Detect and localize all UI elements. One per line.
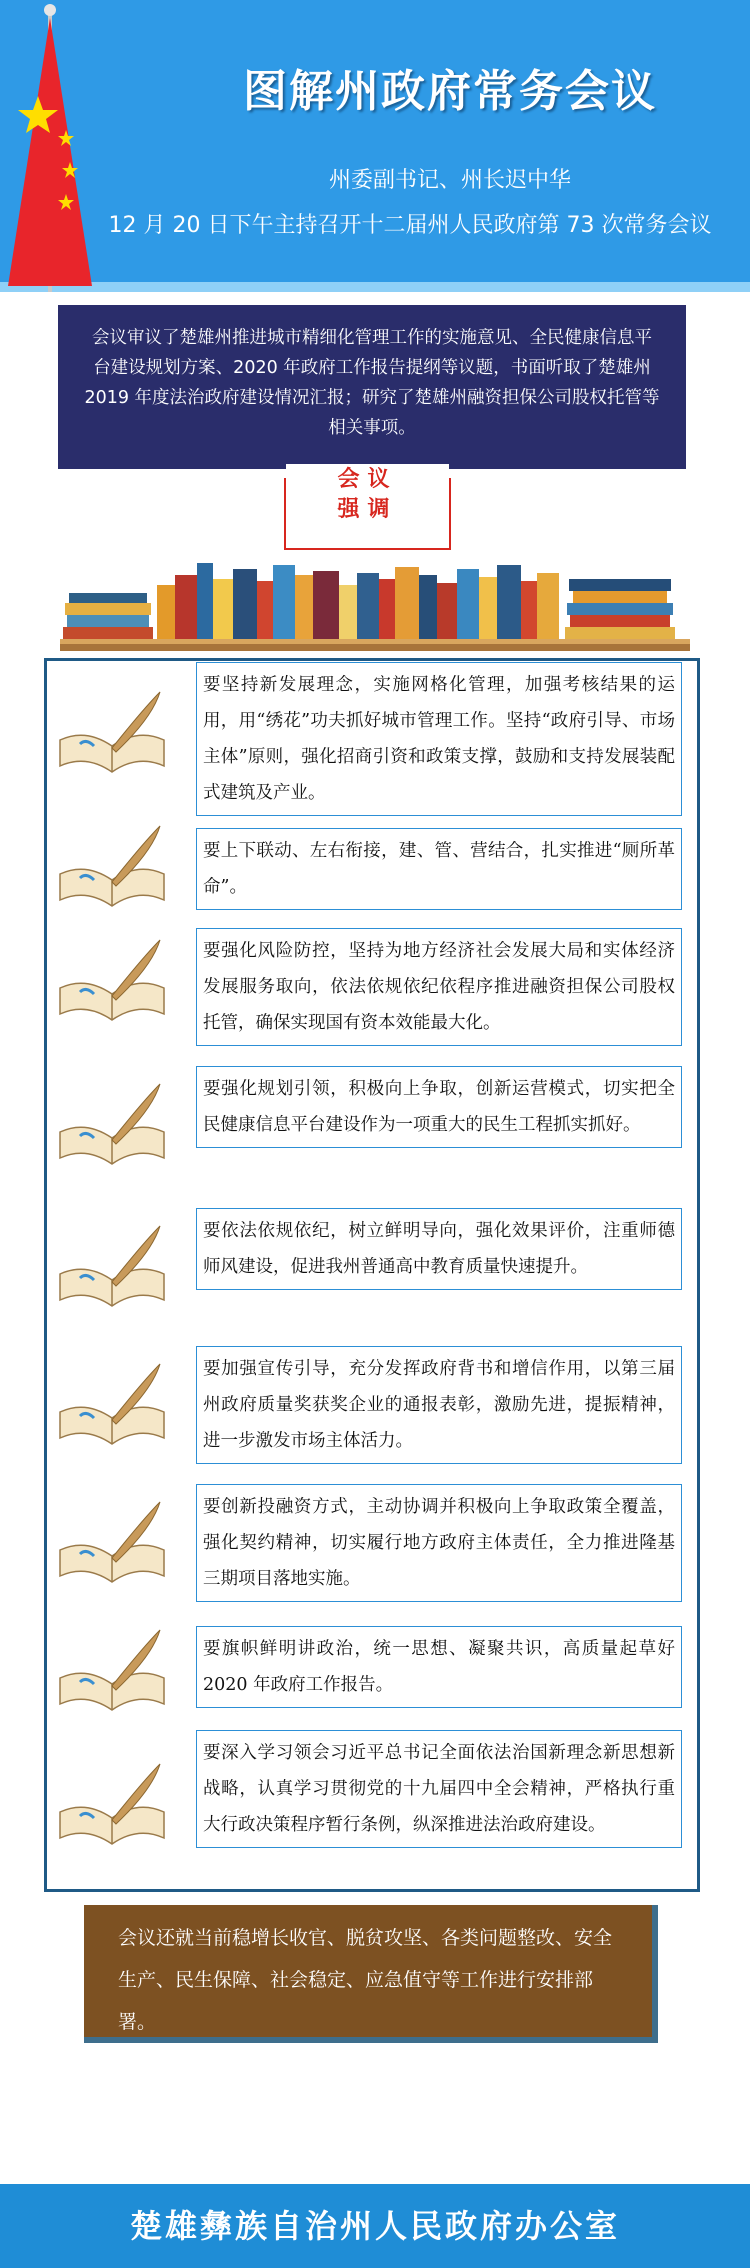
emphasis-label bbox=[284, 466, 451, 550]
open-book-quill-icon bbox=[56, 822, 168, 908]
header-banner bbox=[0, 0, 750, 292]
emphasis-line2: 强调 bbox=[337, 496, 398, 522]
key-point-2: 要上下联动、左右衔接，建、管、营结合，扎实推进“厕所革命”。 bbox=[196, 828, 682, 910]
key-point-1: 要坚持新发展理念，实施网格化管理，加强考核结果的运用，用“绣花”功夫抓好城市管理工作。坚持“政府引导、市场主体”原则，强化招商引资和政策支撑，鼓励和支持发展装配式建筑及产业。 bbox=[196, 662, 682, 816]
key-point-5: 要依法依规依纪，树立鲜明导向，强化效果评价，注重师德师风建设，促进我州普通高中教育质量快速提升。 bbox=[196, 1208, 682, 1290]
open-book-quill-icon bbox=[56, 1498, 168, 1584]
key-point-4: 要强化规划引领，积极向上争取，创新运营模式，切实把全民健康信息平台建设作为一项重大的民生工程抓实抓好。 bbox=[196, 1066, 682, 1148]
open-book-quill-icon bbox=[56, 1222, 168, 1308]
bookshelf-illustration bbox=[55, 545, 695, 653]
emphasis-line1: 会议 bbox=[286, 464, 449, 494]
closing-note: 会议还就当前稳增长收官、脱贫攻坚、各类问题整改、安全生产、民生保障、社会稳定、应急值守等工作进行安排部署。 bbox=[84, 1905, 658, 2043]
meeting-summary: 会议审议了楚雄州推进城市精细化管理工作的实施意见、全民健康信息平台建设规划方案、2020 年政府工作报告提纲等议题，书面听取了楚雄州 2019 年度法治政府建设情况汇报；研究了楚雄州融资担保公司股权托管等相关事项。 bbox=[58, 305, 686, 469]
open-book-quill-icon bbox=[56, 1080, 168, 1166]
subtitle-meeting: 12 月 20 日下午主持召开十二届州人民政府第 73 次常务会议 bbox=[108, 213, 712, 238]
subtitle-host: 州委副书记、州长迟中华 bbox=[328, 168, 571, 193]
open-book-quill-icon bbox=[56, 1760, 168, 1846]
flag-icon bbox=[0, 0, 120, 292]
key-point-7: 要创新投融资方式，主动协调并积极向上争取政策全覆盖，强化契约精神，切实履行地方政府主体责任，全力推进隆基三期项目落地实施。 bbox=[196, 1484, 682, 1602]
open-book-quill-icon bbox=[56, 1626, 168, 1712]
key-point-3: 要强化风险防控，坚持为地方经济社会发展大局和实体经济发展服务取向，依法依规依纪依程序推进融资担保公司股权托管，确保实现国有资本效能最大化。 bbox=[196, 928, 682, 1046]
page-title: 图解州政府常务会议 bbox=[243, 66, 657, 117]
open-book-quill-icon bbox=[56, 688, 168, 774]
open-book-quill-icon bbox=[56, 936, 168, 1022]
footer-org: 楚雄彝族自治州人民政府办公室 bbox=[0, 2184, 750, 2268]
key-point-8: 要旗帜鲜明讲政治，统一思想、凝聚共识，高质量起草好 2020 年政府工作报告。 bbox=[196, 1626, 682, 1708]
key-point-9: 要深入学习领会习近平总书记全面依法治国新理念新思想新战略，认真学习贯彻党的十九届四中全会精神，严格执行重大行政决策程序暂行条例，纵深推进法治政府建设。 bbox=[196, 1730, 682, 1848]
key-point-6: 要加强宣传引导，充分发挥政府背书和增信作用，以第三届州政府质量奖获奖企业的通报表彰，激励先进，提振精神，进一步激发市场主体活力。 bbox=[196, 1346, 682, 1464]
open-book-quill-icon bbox=[56, 1360, 168, 1446]
